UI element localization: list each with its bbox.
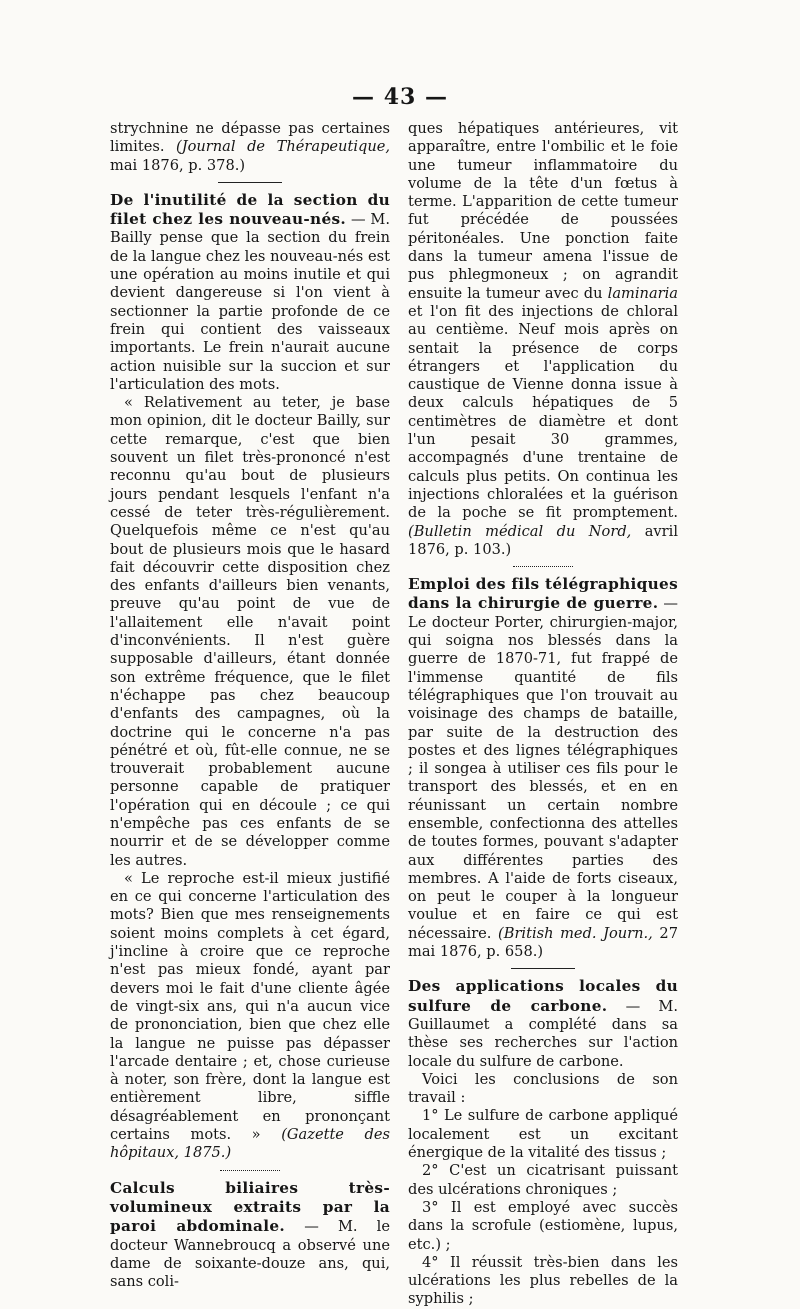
article-filet-source: (Gazette des hôpitaux, 1875.)	[110, 1126, 390, 1162]
right-column	[408, 120, 678, 1309]
article-calculs-intro	[110, 1179, 390, 1292]
article-filet-intro	[110, 191, 390, 394]
article-sulfure-intro-text: — M. Guillaumet a complété dans sa thèse ses recherches sur l'action locale du sulfure de carbone.	[408, 997, 678, 1070]
conclusion-item: 4° Il réussit très-bien dans les ulcérations les plus rebelles de la syphilis ;	[408, 1253, 678, 1308]
carryover-source-tail: mai 1876, p. 378.)	[110, 156, 246, 174]
article-fils-intro-text: — Le docteur Porter, chirurgien-major, qui soigna nos blessés dans la guerre de 1870-71, fut frappé de l'immense quantité de fils télégraphiques que l'on trouvait au voisinage des champs de bataille, par suite de la destruction des postes et des lignes télégraphiques ; il songea à utiliser ces fils pour le transport des blessés, et en en réunissant un certain nombre ensemble, confectionna des attelles de toutes formes, pouvant s'adapter aux différentes parties des membres. A l'aide de forts ciseaux, on peut le couper à la longueur voulue et en faire ce qui est nécessaire.	[408, 595, 678, 942]
article-fils-source-tail: 27 mai 1876, p. 658.)	[408, 924, 678, 961]
carryover-text: strychnine ne dépasse pas certaines limites.	[110, 120, 390, 156]
article-sulfure-intro	[408, 977, 678, 1070]
calculs-source-tail: avril 1876, p. 103.)	[408, 522, 678, 558]
section-divider	[511, 968, 575, 969]
article-filet-paragraph-3-text: « Le reproche est-il mieux justifié en ce qui concerne l'articulation des mots? Bien que mes renseignements soient moins complets à cet égard, j'incline à croire que ce reproche n'est pas mieux fondé, ayant par devers moi le fait d'une cliente âgée de vingt-six ans, qui n'a aucun vice de prononciation, bien que chez elle la langue ne puisse pas dépasser l'arcade dentaire ; et, chose curieuse à noter, son frère, dont la langue est entièrement libre, siffle désagréablement en prononçant certains mots. »	[110, 869, 390, 1144]
article-title-sulfure: Des applications locales du sulfure de carbone.	[408, 977, 678, 1015]
calculs-source: (Bulletin médical du Nord,	[408, 522, 632, 540]
calculs-continuation-text-b: et l'on fit des injections de chloral au centième. Neuf mois après on sentait la présence de corps étrangers et l'application du caustique de Vienne donna issue à deux calculs hépatiques de 5 centimètres de diamètre et dont l'un pesait 30 grammes, accompagnés d'une trentaine de calculs plus petits. On continua les injections chloralées et la guérison de la poche se fit promptement.	[408, 302, 678, 522]
article-calculs-continuation	[408, 120, 678, 559]
page-number: — 43 —	[352, 84, 448, 110]
article-title-calculs: Calculs biliaires très-volumineux extraits par la paroi abdominale.	[110, 1178, 390, 1236]
section-divider	[220, 1170, 280, 1171]
calculs-continuation-text-a: ques hépatiques antérieures, vit apparaître, entre l'ombilic et le foie une tumeur inflammatoire du volume de la tête d'un fœtus à terme. L'apparition de cette tumeur fut précédée de poussées péritonéales. Une ponction faite dans la tumeur amena l'issue de pus phlegmoneux ; on agrandit ensuite la tumeur avec du	[408, 120, 678, 302]
article-calculs-intro-text: — M. le docteur Wannebroucq a observé une dame de soixante-douze ans, qui, sans coli-	[110, 1218, 390, 1291]
article-fils-source: (British med. Journ.,	[498, 924, 653, 942]
article-filet-intro-text: — M. Bailly pense que la section du frein de la langue chez les nouveau-nés est une opération au moins inutile et qui devient dangereuse si l'on vient à sectionner la partie profonde de ce frein qui contient des vaisseaux importants. Le frein n'aurait aucune action nuisible sur la succion et sur l'articulation des mots.	[110, 211, 390, 393]
article-title-fils: Emploi des fils télégraphiques dans la chirurgie de guerre.	[408, 575, 678, 613]
carryover-paragraph	[110, 120, 390, 175]
article-title-filet: De l'inutilité de la section du filet chez les nouveau-nés.	[110, 190, 390, 229]
article-filet-paragraph-3	[110, 870, 390, 1163]
conclusion-item: 3° Il est employé avec succès dans la scrofule (estiomène, lupus, etc.) ;	[408, 1198, 678, 1253]
calculs-term-laminaria: laminaria	[607, 284, 678, 302]
carryover-source: (Journal de Thérapeutique,	[176, 138, 391, 156]
article-filet-paragraph-2: « Relativement au teter, je base mon opinion, dit le docteur Bailly, sur cette remarque, c'est que bien souvent un filet très-prononcé n'est reconnu qu'au bout de plusieurs jours pendant lesquels l'enfant n'a cessé de teter très-régulièrement. Quelquefois même ce n'est qu'au bout de plusieurs mois que le hasard fait découvrir cette disposition chez des enfants d'ailleurs bien venants, preuve qu'au point de vue de l'allaitement elle n'avait point d'inconvénients. Il n'est guère supposable d'ailleurs, étant donnée son extrême fréquence, que le filet n'échappe pas chez beaucoup d'enfants des campagnes, où la doctrine qui le concerne n'a pas pénétré et où, fût-elle connue, ne se trouverait probablement aucune personne capable de pratiquer l'opération qui en découle ; ce qui n'empêche pas ces enfants de se nourrir et de se développer comme les autres.	[110, 394, 390, 869]
article-fils-intro	[408, 575, 678, 961]
section-divider	[218, 182, 282, 183]
left-column	[110, 120, 390, 1291]
conclusion-item: 2° C'est un cicatrisant puissant des ulcérations chroniques ;	[408, 1162, 678, 1198]
section-divider	[513, 566, 573, 567]
article-sulfure-lead: Voici les conclusions de son travail :	[408, 1070, 678, 1107]
conclusion-item: 1° Le sulfure de carbone appliqué localement est un excitant énergique de la vitalité des tissus ;	[408, 1107, 678, 1162]
